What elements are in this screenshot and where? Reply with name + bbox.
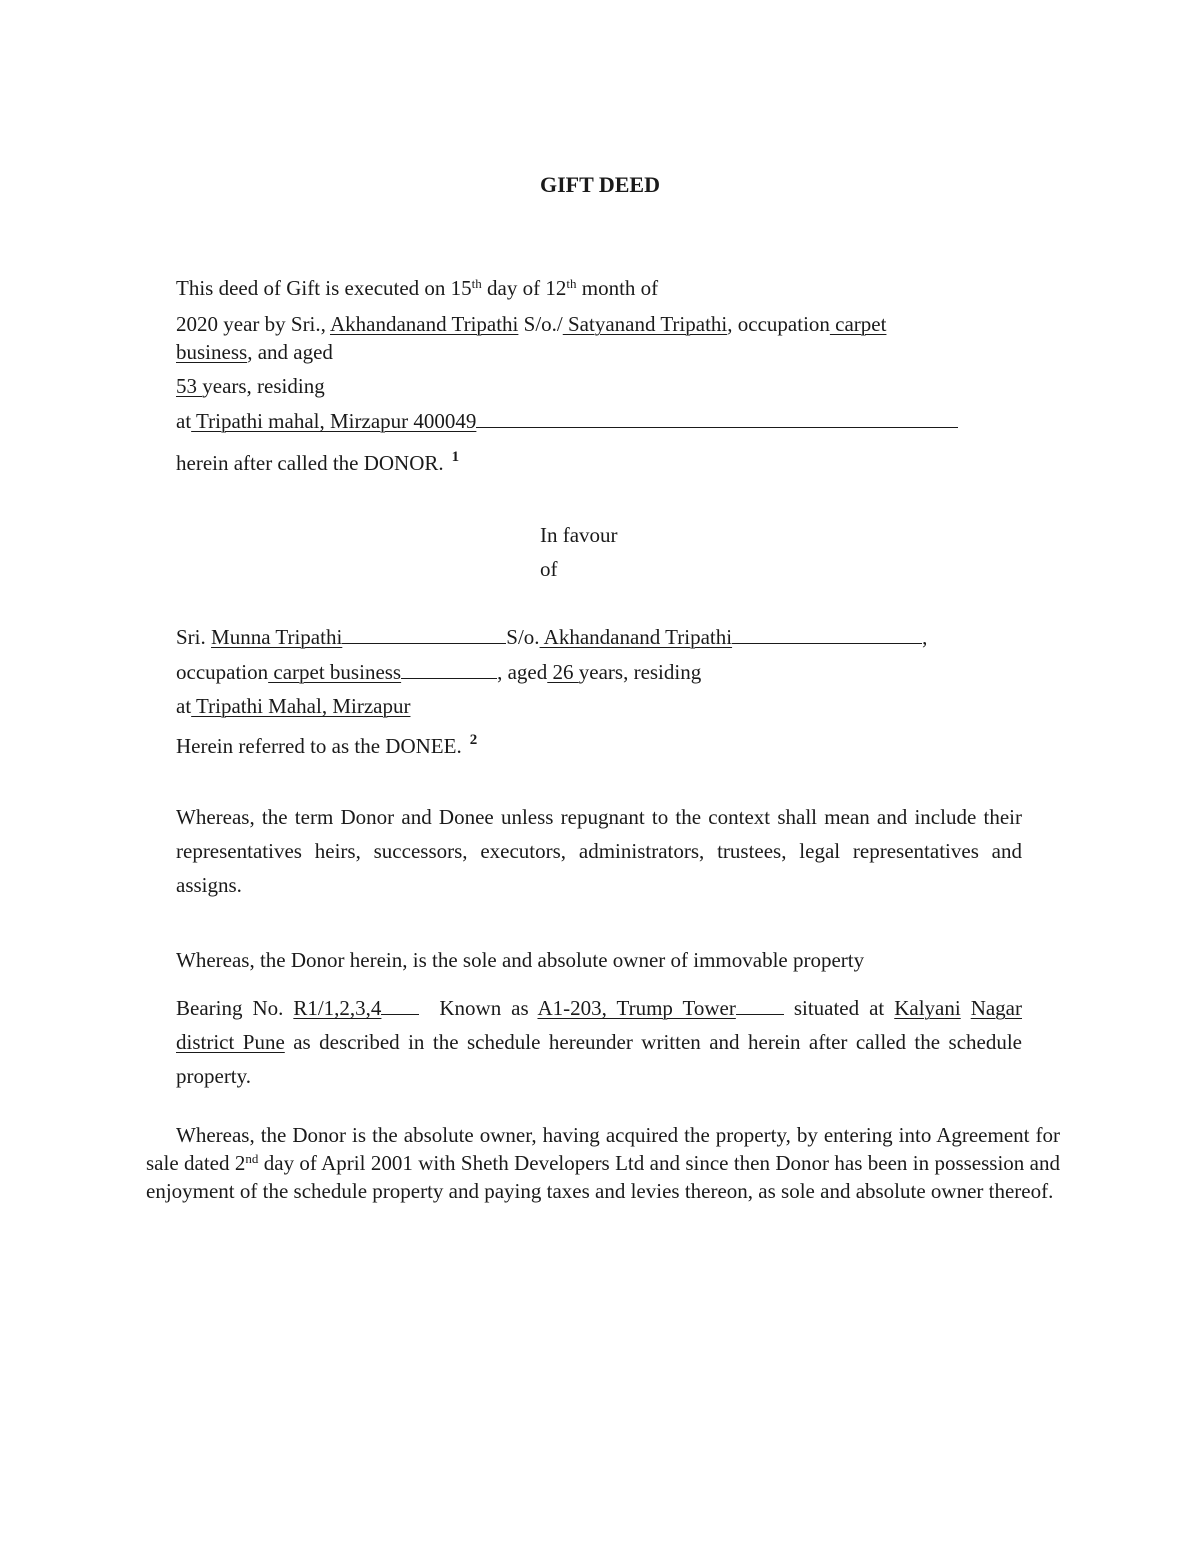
whereas-definitions: Whereas, the term Donor and Donee unless repugnant to the context shall mean and include their representatives heirs, successors, executors, administrators, trustees, legal representatives and assigns. [176,805,1022,897]
document-title: GIFT DEED [539,172,660,197]
donee-designation: Herein referred to as the DONEE. $^2$ [176,732,478,758]
donor-line-2: 2020 year by Sri., Akhandanand Tripathi S/o./ Satyanand Tripathi, occupation carpet [176,312,887,336]
donee-father-name: Akhandanand Tripathi [539,625,733,649]
footnote-marker: 1 [451,449,460,465]
property-number: R1/1,2,3,4 [293,996,382,1020]
blank-line [476,410,958,428]
donor-address: Tripathi mahal, Mirzapur 400049 [191,409,477,433]
property-location: Kalyani [894,996,961,1020]
donor-name: Akhandanand Tripathi [329,312,519,336]
donee-name: Munna Tripathi [211,625,343,649]
donor-line-5: at Tripathi mahal, Mirzapur 400049 [176,408,958,434]
footnote-marker: 2 [469,732,478,748]
in-favour-line-2: of [540,557,558,581]
in-favour-line-1: In favour [540,523,618,547]
donee-occupation: carpet business [268,660,402,684]
donor-line-1: This deed of Gift is executed on 15th day of 12th month of [176,276,659,300]
donor-designation: herein after called the DONOR. $^1$ [176,449,460,475]
donor-age: 53 [176,374,203,398]
whereas-property-details: Bearing No. R1/1,2,3,4 Known as A1-203, Trump Tower situated at Kalyani Nagar district Pune as described in the schedule hereunder written and herein after called the schedule property. [176,996,1022,1088]
donor-father-name: Satyanand Tripathi [562,312,728,336]
property-name: A1-203, Trump Tower [537,996,736,1020]
donor-occupation: carpet [829,312,887,336]
whereas-acquisition: Whereas, the Donor is the absolute owner, having acquired the property, by entering into Agreement for sale dated 2nd day of April 2001 with Sheth Developers Ltd and since then Donor has been in possession and enjoyment of the schedule property and paying taxes and levies thereon, as sole and absolute owner thereof. [146,1123,1060,1203]
donee-line-3: at Tripathi Mahal, Mirzapur [176,694,411,718]
donee-line-1: Sri. Munna Tripathi S/o. Akhandanand Tripathi , [176,625,928,649]
donor-line-3: business, and aged [176,340,333,364]
whereas-ownership-line: Whereas, the Donor herein, is the sole and absolute owner of immovable property [176,948,865,972]
donee-line-2: occupation carpet business , aged 26 years, residing [176,660,702,684]
donee-address: Tripathi Mahal, Mirzapur [191,694,411,718]
donor-line-4: 53 years, residing [176,374,325,398]
donee-age: 26 [547,660,579,684]
